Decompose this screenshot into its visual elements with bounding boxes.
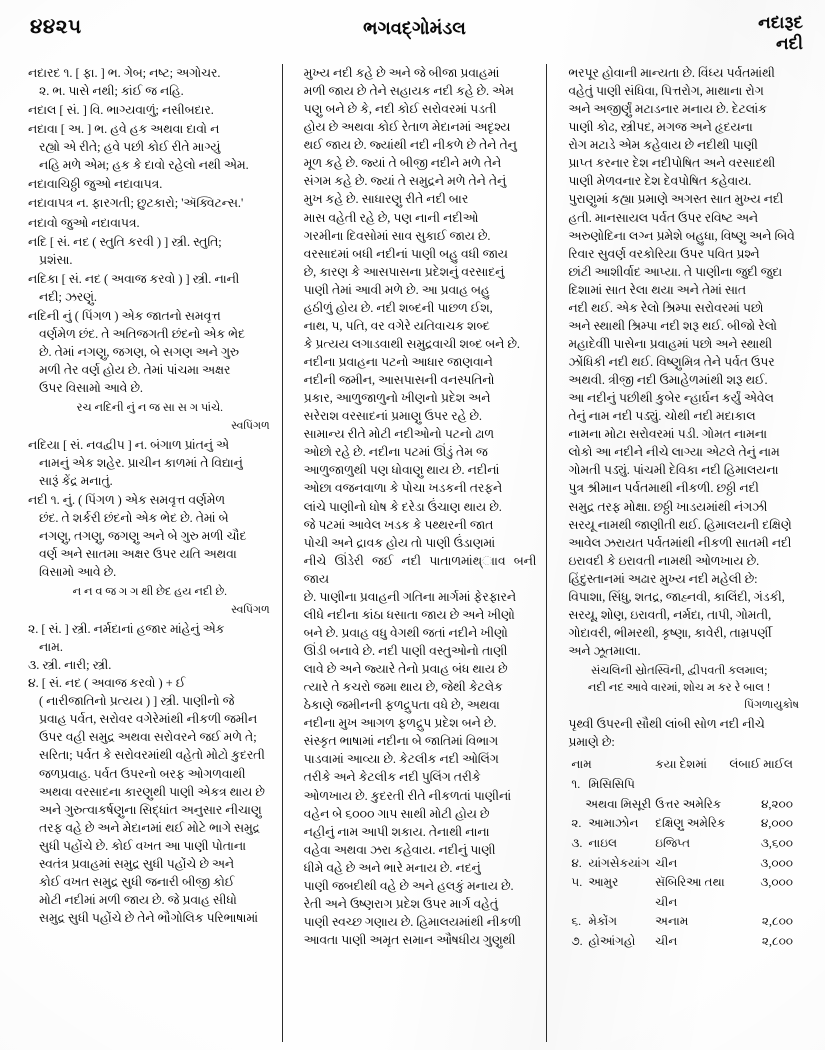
body-line: મહાદેવીી પાસેના પ્રવાહમાં પછો અને સ્થાથી xyxy=(568,336,773,351)
table-intro xyxy=(557,715,801,751)
table-row xyxy=(557,814,801,834)
body-line: નાથ, પ, પતિ, વર વગેરે યતિવાચક શબ્દ xyxy=(303,318,490,333)
verse-line: રચ નદિની નું ન જ સા સ ગ પાંચે. xyxy=(76,402,224,415)
entry-text-line: છંદ. તે શર્કરી છંદનો એક ભેદ છે. તેમાં બે xyxy=(39,511,229,526)
body-line: વહેવા અથવા ઝરા કહેવાય. નદીનું પાણી xyxy=(303,842,496,857)
body-line: સરયૂ, શોણ, ઇરાવતી, નર્મદા, તાપી, ગોમતી, xyxy=(568,607,772,622)
body-line: દિશામાં સાત રેલા થયા અને તેમાં સાત xyxy=(568,282,747,297)
body-line: માસ વહેતી રહે છે, પણ નાની નદીઓ xyxy=(303,210,479,225)
entry-text-line: વર્ણ અને સાતમા અક્ષર ઉપર યતિ અથવા xyxy=(39,547,237,562)
body-line: છે, કારણ કે આસપાસના પ્રદેશનું વરસાદનું xyxy=(303,264,505,279)
table-row xyxy=(557,912,801,932)
river-table-header-row xyxy=(557,755,801,775)
river-length-cell: ૩,૦૦૦ xyxy=(760,855,794,870)
river-length-cell-empty xyxy=(729,893,801,913)
table-row xyxy=(557,854,801,874)
body-line: પાણી મેળવનાર દેશ દેવપોષિત કહેવાય. xyxy=(568,174,752,189)
river-country-cell: અનામ xyxy=(655,914,689,929)
body-line: ઓછો રહે છે. નદીના પટમાં ઊંડું તેમ જ xyxy=(303,445,488,460)
body-line: નદી થઈ. એક રેલો શ્રિમ્પા સરોવરમાં પછો xyxy=(568,300,764,315)
river-table-header-name: નામ xyxy=(571,757,592,772)
entry-headword-line: નદિ [ સં. નદ ( સ્તુતિ કરવી ) ] સ્ત્રી. સ્તુતિ; xyxy=(28,234,222,249)
river-length-cell: ૩,૬૦૦ xyxy=(760,835,794,850)
body-line: આવેલ ઝરાયત પર્વતમાંથી નીકળી સાતમી નદી xyxy=(568,535,792,550)
body-line: રિવાર સુવર્ણ વરકોરિયા ઉપર પવિત પ્રશ્ને xyxy=(568,246,760,261)
entry-headword-line: નદાવાપત્ર ન. ફારગતી; છુટકારો; 'ઍક્વિટન્સ.' xyxy=(28,196,244,211)
river-name-cell-empty xyxy=(557,893,655,913)
body-line: પ્રકાર, આળુજાળુનો ખીણનો પ્રદેશ અને xyxy=(303,391,491,406)
body-line: પણુ બને છે કે, નદી કોઈ સરોવરમાં પડતી xyxy=(303,102,497,117)
entry-text-line: નગણુ, તગણુ, જગણુ અને બે ગુરુ મળી ચૌદ xyxy=(39,529,247,544)
body-line: જે પટમાં આવેલ ખડક કે પથ્થરની જાત xyxy=(303,517,494,532)
entry-text-line: પ્રશંસા. xyxy=(39,252,73,267)
body-line: ધીમે વહે છે અને ભારે મનાય છે. નદનું xyxy=(303,860,481,875)
body-line: ઇરાવદી કે ઇરાવતી નામથી ઓળખાય છે. xyxy=(568,553,760,568)
body-line: થઈ જાય છે. જ્યાંથી નદી નીકળે છે તેને તેનુ xyxy=(303,138,517,153)
guide-words xyxy=(758,12,803,55)
sense-text-line: સ્વતંત્ર પ્રવાહમાં સમુદ્ર સુધી પહોંચે છે અને xyxy=(39,856,235,871)
verse-citation: સ્વપિંગળ xyxy=(231,603,270,616)
body-line: અથવી. ત્રીજી નદી ઉમાહેળમાંથી શરૂ થઈ. xyxy=(568,373,768,388)
body-line: અને સ્થાથી શ્રિમ્પા નદી શરૂ થઈ. બીજો રેલો xyxy=(568,318,777,333)
body-line: ગોદાવરી, ભીમરથી, કૃષ્ણા, કાવેરી, તામ્રપર્ણી xyxy=(568,625,772,640)
body-line: સંસ્કૃત ભાષામાં નદીના બે જાતિમાં વિભાગ xyxy=(303,734,499,749)
entry-text-line: નદી; ઝરણું. xyxy=(39,289,97,304)
entry-sense xyxy=(28,620,272,656)
dictionary-entry xyxy=(28,214,272,232)
table-row xyxy=(557,775,801,795)
body-line: આવતા પાણી અમૃત સમાન ઔષધીય ગુણુથી xyxy=(303,933,516,947)
verse-citation: સ્વપિંગળ xyxy=(231,419,270,432)
dictionary-entry xyxy=(28,175,272,193)
body-line: તરીકે અને કેટલીક નદી પુલિંગ તરીકે xyxy=(303,770,481,785)
body-paragraph xyxy=(557,64,801,660)
body-line: અને ઝૂતમાલા. xyxy=(568,644,641,658)
river-name-cell: ૬. મેકોંગ xyxy=(557,912,655,932)
body-line: પાણી સ્વચ્છ ગણાય છે. હિમાલયમાંથી નીકળી xyxy=(303,914,522,929)
river-table-head xyxy=(557,755,801,775)
sense-text-line: મોટી નદીમાં મળી જાય છે. જે પ્રવાહ સીધો xyxy=(39,892,237,907)
entry-text-line: વિસામો આવે છે. xyxy=(39,565,117,580)
table-intro-line: પૃથ્વી ઉપરની સૌથી લાંબી સોળ નદી નીચે xyxy=(568,717,765,732)
entry-headword-line: નદાવા [ અ. ] ભ. હવે હક અથવા દાવો ન xyxy=(28,122,220,137)
table-row-continuation xyxy=(557,795,801,815)
body-line: ભરપૂર હોવાની માન્યતા છે. વિંધ્ય પર્વતમાંથી xyxy=(568,66,775,80)
dictionary-entry xyxy=(28,491,272,927)
entry-sense xyxy=(28,656,272,674)
body-line: મુખ કહે છે. સાધારણુ રીતે નદી બાર xyxy=(303,192,469,207)
body-line: અને અજીર્ણું મટાડનાર મનાય છે. દેટલાંક xyxy=(568,102,767,117)
entry-text-line: ૨. ભ. પાસે નથી; કાંઈ જ નહિ. xyxy=(39,84,184,99)
sense-text-line: પ્રવાહ પર્વત, સરોવર વગેરેમાંથી નીકળી જમીન xyxy=(39,712,258,727)
body-line: ઝોંધિકી નદી થઈ. વિષ્ણુમિત્ર તેને પર્વત ઉપર xyxy=(568,355,775,369)
sense-text-line: કોઈ વખત સમુદ્ર સુધી જનારી બીજી કોઈ xyxy=(39,874,235,889)
river-table-header-length: લંબાઈ માઈલ xyxy=(729,757,794,772)
body-line: કે પ્રત્યય લગાડવાથી સમુદ્રવાચી શબ્દ બને છે. xyxy=(303,336,520,351)
sense-text-line: નામ. xyxy=(39,640,63,655)
entry-headword-line: નદિયા [ સં. નવદ્વીપ ] ન. બંગાળ પ્રાંતનું એ xyxy=(28,437,230,452)
sense-text-line: સરિતા; પર્વત કે સરોવરમાંથી વહેતો મોટો કુદરતી xyxy=(39,748,265,763)
dictionary-entry xyxy=(28,270,272,306)
river-row-number: ૨. xyxy=(571,816,582,831)
entry-headword-line: નદિકા [ સં. નદ ( અવાજ કરવો ) ] સ્ત્રી. નાની xyxy=(28,271,240,286)
text-columns xyxy=(18,64,811,1042)
river-length-cell: ૪,૨૦૦ xyxy=(761,796,794,811)
sense-text-line: જળપ્રવાહ. પર્વત ઉપરનો બરફ ઓગળવાથી xyxy=(39,766,246,781)
verse-block xyxy=(28,584,272,601)
sense-text-line: ( નારીજાતિનો પ્રત્યય ) ] સ્ત્રી. પાણીનો જે xyxy=(39,694,235,709)
body-line: આળુજાળુથી પણ ધોવાણુ થાય છે. નદીનાં xyxy=(303,463,500,478)
body-line: પ્રાપ્ત કરનાર દેશ નદીપોષિત અને વરસાદથી xyxy=(568,156,776,171)
dictionary-entry xyxy=(28,194,272,212)
river-country-cell: ઇજિપ્ત xyxy=(655,835,691,850)
river-name-cell: ૭. હોઆંગહો xyxy=(557,932,655,952)
entry-text-line: છે. તેમાં નગણુ, જગણ, બે સગણ અને ગુરુ xyxy=(39,344,239,359)
river-name-cell: ૨. આમાઝોન xyxy=(557,814,655,834)
body-line: નહીનું નામ આપી શકાય. તેનાથી નાના xyxy=(303,824,490,839)
column-3 xyxy=(546,64,811,1042)
river-country-cell-alt: ચીન xyxy=(655,894,678,909)
river-table-body xyxy=(557,775,801,952)
river-length-cell: ૨,૮૦૦ xyxy=(761,914,794,929)
sense-text-line: સમુદ્ર સુધી પહોંચે છે તેને ભૌગોલિક પરિભાષામાં xyxy=(39,911,259,925)
sense-number-line: ૨. [ સં. ] સ્ત્રી. નર્મદાનાં હજાર માંહેનું એક xyxy=(28,622,225,636)
table-row xyxy=(557,932,801,952)
river-length-table xyxy=(557,755,801,951)
river-country-cell: ચીન xyxy=(655,855,678,870)
river-length-cell: ૪,૦૦૦ xyxy=(760,816,794,831)
river-name-cell-alt: અથવા મિસૂરી xyxy=(585,796,652,811)
body-line: પાડવામાં આવ્યા છે. કેટલીક નદી ઓલિંગ xyxy=(303,752,499,767)
column-1 xyxy=(18,64,282,1042)
river-row-number: ૪. xyxy=(571,855,582,870)
body-line: લીધે નદીના કાંઠા ધસાતા જાય છે અને ખીણો xyxy=(303,607,515,622)
body-line: હતી. માનસાયલ પર્વત ઉપર રવિષ્ટ અને xyxy=(568,210,759,225)
body-line: વરસાદમાં બધી નદીનાં પાણી બહુ વધી જાય xyxy=(303,246,508,261)
body-line: પુત્ર શ્રીમાન પર્વતમાથી નીકળી. છઠ્ઠી નદી xyxy=(568,481,759,496)
body-line: નદીના પ્રવાહના પટનો આધાર જાણવાને xyxy=(303,355,493,369)
body-line: નીચે ઊંડેરી જઈ નદી પાતાળમાંથ્ાાવ બની જાય xyxy=(303,553,537,586)
body-line: સંગમ કહે છે. જ્યાં તે સમુદ્રને મળે તેને તેનું xyxy=(303,174,507,189)
table-row-continuation xyxy=(557,893,801,913)
body-line: છાંટી આશીર્વાદ આપ્યા. તે પાણીના જુદી જુદા xyxy=(568,264,783,279)
body-paragraph xyxy=(293,64,537,353)
dictionary-entry xyxy=(28,64,272,100)
body-line: લાંચે પાણીનો ધોષ કે દરેડા ઉંચાણ થાય છે. xyxy=(303,499,502,514)
sense-text-line: તરફ વહે છે અને મેદાનમાં થઈ મોટે ભાગે સમુદ્ર xyxy=(39,820,260,835)
body-line: મળી જાય છે તેને સહાયક નદી કહે છે. એમ xyxy=(303,84,514,99)
body-line: રેતી અને ઉષ્ણરાગ પ્રદેશ ઉપર માર્ગ વહેતું xyxy=(303,896,499,911)
dictionary-entry xyxy=(28,233,272,269)
river-length-cell xyxy=(729,775,801,795)
entry-text-line: રહ્યો એ રીતે; હવે પછી કોઈ રીતે માગ્યું xyxy=(39,140,221,155)
river-row-number: ૩. xyxy=(571,835,583,850)
body-line: સરેરાશ વરસાદનાં પ્રમાણુ ઉપર રહે છે. xyxy=(303,409,482,424)
body-line: વિપાશા, સિંધુ, શતદ્ર, જાહ્નવી, કાલિંદી, ગંડકી, xyxy=(568,589,785,604)
river-name-cell: ૫. આમુર xyxy=(557,873,655,893)
river-name-cell: ૪. યાંગસેકયાંગ xyxy=(557,854,655,874)
dictionary-entry xyxy=(28,436,272,490)
body-line: વહેતું પાણી સંધિવા, પિત્તરોગ, માથાના રોગ xyxy=(568,84,764,99)
verse-block xyxy=(557,663,801,696)
verse-line: ન ન વ જ ગ ગ થી છેદ હય નદી છે. xyxy=(72,586,227,599)
body-line: સામાન્ય રીતે મોટી નદીઓનો પટનો ઢાળ xyxy=(303,427,494,442)
body-line: ઓછા વજનવાળા કે પોચા ખડકની તરફને xyxy=(303,481,503,496)
body-line: રોગ મટાડે એમ કહેવાય છે નદીથી પાણી xyxy=(568,138,758,153)
body-line: અરુણોદિના લગ્ન પ્રમેશે બહુધા, વિષ્ણુ અને બિવે xyxy=(568,228,795,243)
body-line: લોકો આ નદીને નીચે લાગ્યા એટલે તેનું નામ xyxy=(568,445,780,460)
body-line: આ નદીનું પછીથી કુબેર ન્હાર્ઘન કર્યું એવેલ xyxy=(568,391,774,406)
body-line: તેનું નામ નદી પડ્યું. ચોથી નદી મદાકાલ xyxy=(568,409,756,424)
table-intro-line: પ્રમાણે છે: xyxy=(568,735,615,750)
river-row-number: ૬. xyxy=(571,914,582,929)
sense-number-line: ૩. સ્ત્રી. નારી; સ્ત્રી. xyxy=(28,658,112,673)
river-row-number: ૧. xyxy=(571,777,581,792)
river-length-cell: ૩,૦૦૦ xyxy=(760,875,794,890)
body-line: છે. પાણીના પ્રવાહની ગતિના માર્ગમાં ફેરફારને xyxy=(303,589,517,604)
page-content-area xyxy=(18,10,811,1042)
entry-headword-line: નદાવાચિઠ્ઠી જુઓ નદાવાપત્ર. xyxy=(28,177,163,192)
river-name-cell: ૧. મિસિસિપિ xyxy=(557,775,655,795)
body-line: ઠેકાણે જમીનની ફળદ્રુપતા વધે છે, અથવા xyxy=(303,698,500,713)
verse-line: નદી નદ આવે વારમાં, શોચ મ કર રે બાલ ! xyxy=(587,681,771,694)
body-line: હઠીળું હોય છે. નદી શબ્દની પાછળ ઈશ, xyxy=(303,300,493,315)
running-head xyxy=(18,10,811,62)
body-line: નદીના મુખ આગળ ફળદ્રુપ પ્રદેશ બને છે. xyxy=(303,716,497,731)
river-country-cell xyxy=(655,775,729,795)
river-length-cell: ૨,૮૦૦ xyxy=(761,934,794,949)
sense-text-line: સુધી પહોંચે છે. કોઈ વખત આ પાણી પોતાના xyxy=(39,838,247,853)
body-line: ત્યારે તે કચરો જમા થાય છે, જેથી કેટલેક xyxy=(303,680,503,695)
body-line: સરયૂ નામથી જાણીતી થઈ. હિમાલયની દક્ષિણે xyxy=(568,517,792,532)
sense-text-line: અથવા વરસાદના કારણુથી પાણી એકત્ર થાય છે xyxy=(39,784,265,799)
body-line: નદીની જમીન, આસપાસની વનસ્પતિનો xyxy=(303,373,495,388)
verse-block xyxy=(28,400,272,417)
book-title: ભગવદ્ગોમંડલ xyxy=(363,18,466,38)
body-line: પાણી જબદીથી વહે છે અને હલકું મનાય છે. xyxy=(303,878,514,893)
body-line: ગરમીના દિવસોમાં સાવ સુકાઈ જાય છે. xyxy=(303,228,491,243)
entry-headword-line: નદાલ [ સં. ] વિ. ભાગ્યવાળું; નસીબદાર. xyxy=(28,103,214,118)
sense-number-line: ૪. [ સં. નદ ( અવાજ કરવો ) + ઈ xyxy=(28,676,186,691)
river-row-number: ૫. xyxy=(571,875,583,890)
table-row xyxy=(557,873,801,893)
guide-word-last: નદી xyxy=(775,34,803,54)
verse-line: સંચલિની સ્રોતસ્વિની, દ્વીપવતી કલમાલ; xyxy=(590,665,768,678)
entry-text-line: વર્ણમેળ છંદ. તે અતિજગતી છંદનો એક ભેદ xyxy=(39,326,245,341)
body-line: મૂળ કહે છે. જ્યાં તે બીજી નદીને મળે તેને xyxy=(303,156,502,171)
entry-text-line: સારૂં કેંદ્ર મનાતું. xyxy=(39,473,113,488)
sense-text-line: અને ગુરુત્વાકર્ષણુના સિદ્ધાંત અનુસાર નીચાણુ xyxy=(39,802,262,817)
guide-word-first: નદારૂદ xyxy=(758,13,803,32)
body-paragraph xyxy=(293,353,537,949)
body-line: વહેન બે ૬૦૦૦ ગાપ સાથી મોટી હોય છે xyxy=(303,806,490,821)
page-number: ૪૪૨૫ xyxy=(30,16,82,38)
dictionary-entry xyxy=(28,120,272,174)
body-line: હિંદુસ્તાનમાં અઢાર મુખ્ય નદી મહેલી છે: xyxy=(568,571,758,586)
body-line: ઓળખાય છે. કુદરતી રીતે નીકળતાં પાણીનાં xyxy=(303,788,512,803)
river-row-number: ૭. xyxy=(571,934,583,949)
body-line: હોય છે અથવા કોઈ રેતાળ મેદાનમાં અદૃશ્ય xyxy=(303,120,511,135)
body-line: ઊંડી બનાવે છે. નદી પાણી વસ્તુઓનો તાણી xyxy=(303,644,508,658)
body-line: લાવે છે અને જ્યારે તેનો પ્રવાહ બંધ થાય છે xyxy=(303,662,508,677)
dictionary-entry xyxy=(28,307,272,434)
entry-sense xyxy=(28,674,272,927)
river-country-cell: સૅબિરિઆ તથા xyxy=(655,875,725,890)
entry-text-line: નહિ મળે એમ; હક કે દાવો રહેલો નથી એમ. xyxy=(39,158,249,173)
body-line: પોચી અને દ્રાવક હોય તો પાણી ઉંડાણમાં xyxy=(303,535,496,550)
sense-text-line: ઉપર વહી સમુદ્ર અથવા સરોવરને જઈ મળે તે; xyxy=(39,730,257,745)
entry-text-line: મળી તેર વર્ણ હોય છે. તેમાં પાંચમા અક્ષર xyxy=(39,363,231,377)
entry-text-line: ઉપર વિસામો આવે છે. xyxy=(39,381,143,396)
dictionary-entry xyxy=(28,101,272,119)
entry-headword-line: નદી ૧. નું. ( પિંગળ ) એક સમવૃત્ત વર્ણમેળ xyxy=(28,493,226,507)
body-line: સમુદ્ર તરફ મોક્ષા. છઠ્ઠી ખાડયમાંથી નંગઝી xyxy=(568,499,768,514)
column-2 xyxy=(282,64,547,1042)
verse-citation: પિંગળાયુકોષ xyxy=(744,699,800,712)
body-line: નામના મોટા સરોવરમાં પડી. ગોમત નામના xyxy=(568,427,768,442)
river-country-cell: ઉત્તર અમેરિક xyxy=(655,796,722,811)
entry-headword-line: નદારદ ૧. [ ફા. ] ભ. ગેબ; નષ્ટ; અગોચર. xyxy=(28,66,221,80)
entry-text-line: નામનું એક શહેર. પ્રાચીન કાળમાં તે વિદ્યાનું xyxy=(39,455,243,470)
river-name-cell: ૩. નાઇલ xyxy=(557,834,655,854)
river-country-cell: દક્ષિણુ અમેરિક xyxy=(655,816,726,831)
body-line: ગોમતી પડ્યું. પાંચમી દેવિકા નદી હિમાલયના xyxy=(568,463,779,478)
body-line: પાણી તેમાં આવી મળે છે. આ પ્રવાહ બહુ xyxy=(303,282,490,297)
body-line: પુરાણુમાં કહ્યા પ્રમાણે અગસ્ત સાત મુખ્ય નદી xyxy=(568,192,784,207)
body-line: બને છે. પ્રવાહ વધુ વેગથી જતાં નદીને ખીણો xyxy=(303,625,508,640)
table-row xyxy=(557,834,801,854)
body-line: પાણી કોઢ, સ્ત્રીપદ, મગજ અને હૃદયના xyxy=(568,120,753,135)
river-table-header-country: કયા દેશમાં xyxy=(655,757,707,772)
entry-headword-line: નદાવો જુઓ નદાવાપત્ર. xyxy=(28,215,140,230)
river-country-cell: ચીન xyxy=(655,934,678,949)
entry-headword-line: નદિની નું ( પિંગળ ) એક જાતનો સમવૃત્ત xyxy=(28,308,221,323)
body-line: મુખ્ય નદી કહે છે અને જે બીજા પ્રવાહમાં xyxy=(303,66,500,80)
